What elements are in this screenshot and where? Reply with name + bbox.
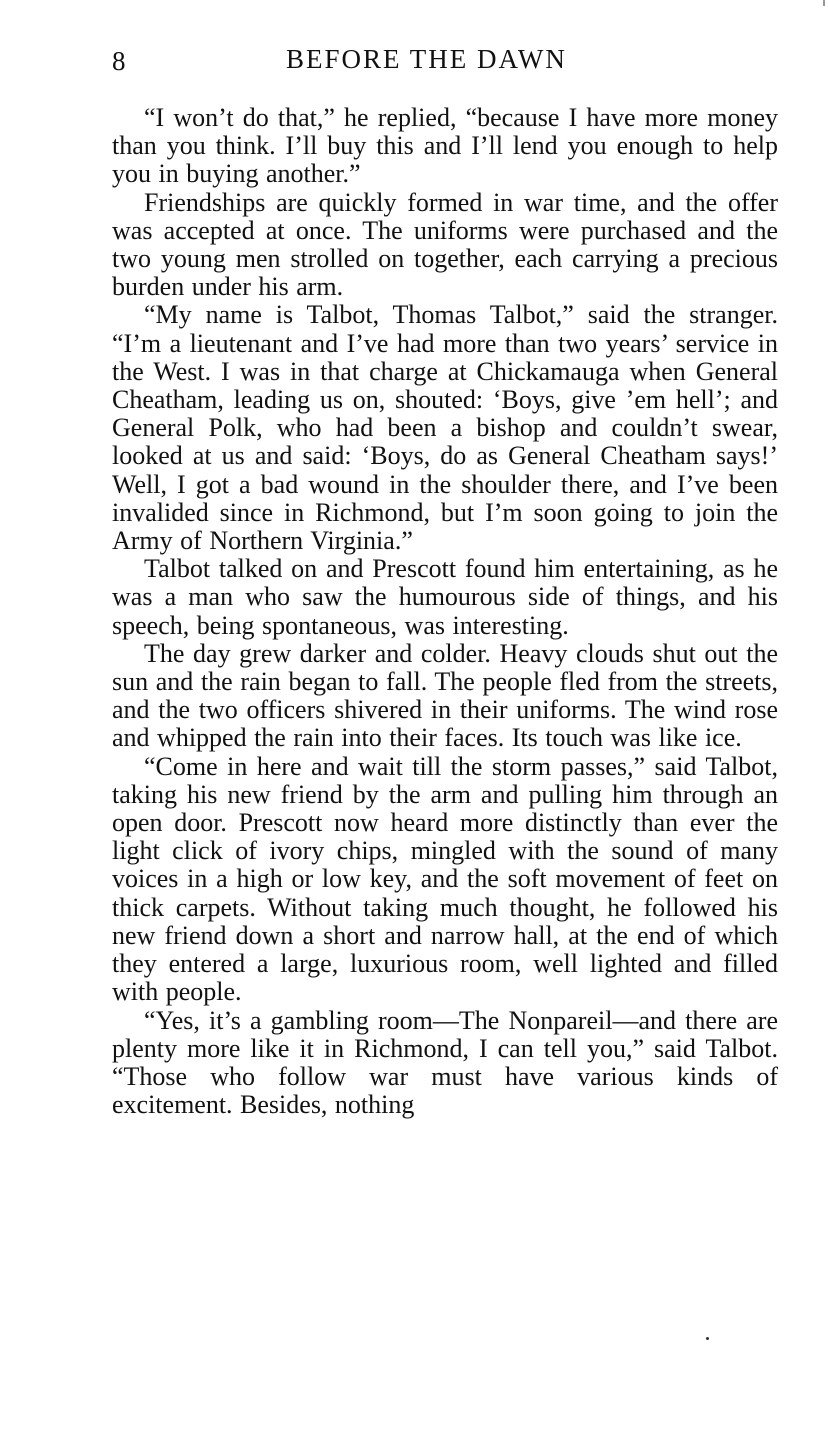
paragraph: Friendships are quickly formed in war time, and the offer was accepted at once. The uniforms were purchased and the two young men strolled on together, each carrying a precious burden under his arm.: [112, 187, 778, 302]
paragraph: “Come in here and wait till the storm passes,” said Talbot, taking his new friend by the arm and pulling him through an open door. Prescott now heard more distinctly than ever the light click of ivory chips, mingled with the sound of many voices in a high or low key, and the soft movement of feet on thick carpets. Without taking much thought, he followed his new friend down a short and narrow hall, at the end of which they entered a large, luxurious room, well lighted and filled with people.: [112, 751, 778, 1007]
paragraph: The day grew darker and colder. Heavy clouds shut out the sun and the rain began to fall. The people fled from the streets, and the two officers shivered in their uniforms. The wind rose and whipped the rain into their faces. Its touch was like ice.: [112, 638, 778, 753]
paragraph: “Yes, it’s a gambling room—The Nonpareil—and there are plenty more like it in Richmond, I can tell you,” said Talbot. “Those who follow war must have various kinds of excitement. Besides, nothing: [112, 1005, 778, 1120]
paragraph: “I won’t do that,” he replied, “because I have more money than you think. I’ll buy this and I’ll lend you enough to help you in buying another.”: [112, 103, 778, 189]
paragraph: Talbot talked on and Prescott found him entertaining, as he was a man who saw the humourous side of things, and his speech, being spontaneous, was interesting.: [112, 554, 778, 640]
ink-speck: [706, 1337, 709, 1340]
paragraph: “My name is Talbot, Thomas Talbot,” said the stranger. “I’m a lieutenant and I’ve had more than two years’ service in the West. I was in that charge at Chickamauga when General Cheatham, leading us on, shouted: ‘Boys, give ’em hell’; and General Polk, who had been a bishop and couldn’t swear, looked at us and said: ‘Boys, do as General Cheatham says!’ Well, I got a bad wound in the shoulder there, and I’ve been invalided since in Richmond, but I’m soon going to join the Army of Northern Virginia.”: [112, 300, 778, 556]
running-head: BEFORE THE DAWN: [286, 44, 567, 74]
page-number: 8: [112, 46, 127, 76]
scan-edge-mark: [823, 0, 825, 6]
body-text: [112, 104, 778, 1119]
